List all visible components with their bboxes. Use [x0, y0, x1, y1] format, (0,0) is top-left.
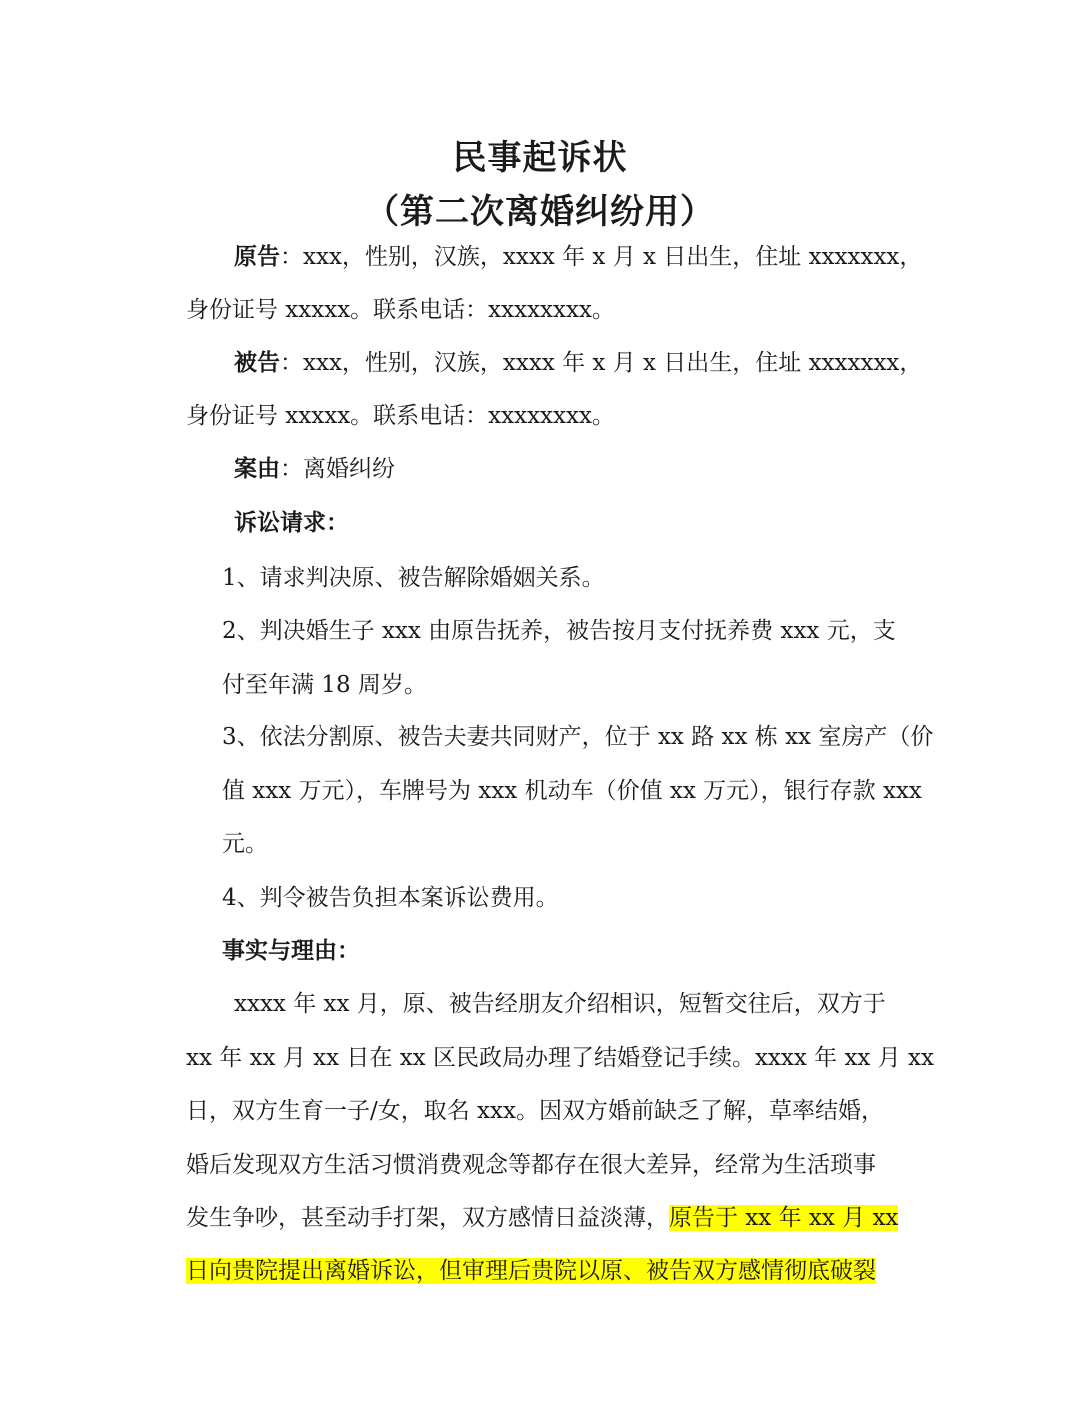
highlighted-text: 原告于 xx 年 xx 月 xx [669, 1205, 899, 1231]
claim-item: 1、请求判决原、被告解除婚姻关系。 [222, 565, 605, 591]
cause-value: ：离婚纠纷 [280, 456, 395, 482]
facts-heading: 事实与理由： [222, 937, 360, 964]
claims-heading: 诉讼请求： [234, 509, 349, 536]
claim-item: 2、判决婚生子 xxx 由原告抚养，被告按月支付抚养费 xxx 元，支 [222, 618, 896, 644]
highlighted-text: 日向贵院提出离婚诉讼，但审理后贵院以原、被告双方感情彻底破裂 [186, 1258, 876, 1284]
cause-label: 案由 [234, 455, 280, 482]
claim-item: 4、判令被告负担本案诉讼费用。 [222, 885, 559, 911]
defendant-line-1 [234, 346, 922, 380]
plaintiff-line-2: 身份证号 xxxxx。联系电话：xxxxxxxx。 [186, 297, 615, 323]
facts-line [186, 1254, 876, 1288]
document-subtitle: （第二次离婚纠纷用） [365, 192, 715, 232]
claim-item: 值 xxx 万元），车牌号为 xxx 机动车（价值 xx 万元），银行存款 xxx [222, 778, 922, 804]
cause-line [234, 452, 395, 486]
facts-line [186, 1201, 898, 1235]
defendant-label: 被告 [234, 349, 280, 376]
claim-item: 付至年满 18 周岁。 [222, 672, 427, 698]
facts-line: 婚后发现双方生活习惯消费观念等都存在很大差异，经常为生活琐事 [186, 1152, 876, 1178]
document-title: 民事起诉状 [452, 138, 628, 178]
plaintiff-info: ：xxx，性别，汉族，xxxx 年 x 月 x 日出生，住址 xxxxxxx， [280, 244, 923, 270]
plaintiff-line-1 [234, 240, 922, 274]
facts-line: 日，双方生育一子/女，取名 xxx。因双方婚前缺乏了解，草率结婚， [186, 1098, 884, 1124]
defendant-line-2: 身份证号 xxxxx。联系电话：xxxxxxxx。 [186, 403, 615, 429]
facts-line: xx 年 xx 月 xx 日在 xx 区民政局办理了结婚登记手续。xxxx 年 xx 月 xx [186, 1045, 934, 1071]
claim-item: 3、依法分割原、被告夫妻共同财产，位于 xx 路 xx 栋 xx 室房产（价 [222, 724, 934, 750]
defendant-info: ：xxx，性别，汉族，xxxx 年 x 月 x 日出生，住址 xxxxxxx， [280, 350, 923, 376]
plaintiff-label: 原告 [234, 243, 280, 270]
facts-line: xxxx 年 xx 月，原、被告经朋友介绍相识，短暂交往后，双方于 [234, 991, 886, 1017]
facts-line-plain: 发生争吵，甚至动手打架，双方感情日益淡薄， [186, 1205, 669, 1231]
claim-item: 元。 [222, 831, 268, 857]
